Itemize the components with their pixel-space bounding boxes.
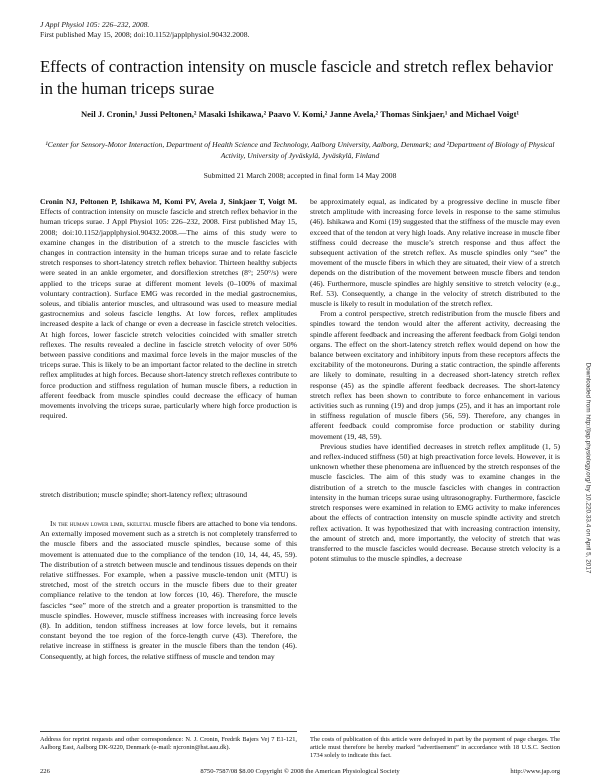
abstract xyxy=(40,197,297,421)
copyright-line: 8750-7587/08 $8.00 Copyright © 2008 the American Physiological Society xyxy=(200,768,400,775)
paragraph: From a control perspective, stretch redistribution from the muscle fibers and spindles toward the tendon would alter the afferent activity, decreasing the spindle afferent feedback and increasing the afferent feedback from Golgi tendon organs. The effect on the short-latency stretch reflex would depend on how the balance between excitatory and inhibitory inputs from these receptors affects the excitability of the motoneurons. During a static contraction, the spindle afferents are likely to dominate, resulting in a decreased short-latency stretch reflex response (45) as the spindle afferent feedback decreases. The short-latency stretch reflex has been shown to contribute to force enhancement in various activities such as running (19) and drop jumps (25), and it has an important role in stiffness regulation of muscle fibers (56, 59). Therefore, any changes in afferent feedback could compromise force production or stability during movement (19, 48, 59). xyxy=(310,309,560,441)
right-column xyxy=(310,197,560,564)
journal-url[interactable]: http://www.jap.org xyxy=(510,768,560,775)
affiliations: ¹Center for Sensory-Motor Interaction, Department of Health Science and Technology, Aalborg University, Aalborg, Denmark; and ²Department of Biology of Physical Activity, University of Jyväskylä, Jyväskylä, Finland xyxy=(45,140,555,160)
keywords: stretch distribution; muscle spindle; short-latency reflex; ultrasound xyxy=(40,490,248,499)
footnote-rule-left xyxy=(40,731,297,732)
journal-citation-line: J Appl Physiol 105: 226–232, 2008. xyxy=(40,20,150,29)
article-title: Effects of contraction intensity on muscle fascicle and stretch reflex behavior in the human triceps surae xyxy=(40,57,553,98)
published-line: First published May 15, 2008; doi:10.1152/japplphysiol.90432.2008. xyxy=(40,30,250,39)
intro-text: muscle fibers are attached to bone via tendons. An externally imposed movement such as a stretch is not completely transferred to the muscle fibers and the associated muscle spindles, because some of this movement is attenuated due to the compliance of the tendon (10, 14, 44, 45, 59). The distribution of a stretch between muscle and tendinous tissues depends on their relative stiffnesses. For example, when a passive muscle-tendon unit (MTU) is stretched, most of the stretch occurs in the muscle fibers due to their greater compliance relative to the tendon at low forces (10, 46). Therefore, the muscle fascicles “see” more of the stretch and a greater proportion is transmitted to the muscle spindles. However, muscle stiffness increases with increasing force levels (8). In addition, tendon stiffness increases at low force levels, but it remains constant beyond the toe region of the force-length curve (43). Therefore, the relative increase in stiffness is greater in the muscle fibers than the tendon (46). Consequently, at high forces, the relative stiffness of muscle and tendon may xyxy=(40,519,297,661)
introduction xyxy=(40,519,297,662)
correspondence-footnote: Address for reprint requests and other correspondence: N. J. Cronin, Fredrik Bajers Vej 7 E1-121, Aalborg East, Aalborg DK-9220, Denmark (e-mail: njcronin@hst.aau.dk). xyxy=(40,736,297,751)
download-notice: Downloaded from http://jap.physiology.org/ by 10.220.33.4 on April 5, 2017 xyxy=(584,362,592,574)
intro-lead: In the human lower limb, skeletal xyxy=(50,519,152,528)
paragraph: be approximately equal, as indicated by a progressive decline in muscle fiber stretch amplitude with increasing force levels in response to the same stimulus (46). Ishikawa and Komi (19) suggested that the stiffness of the muscle may even exceed that of the tendon at very high loads. Any relative increase in muscle fiber stiffness could decrease the muscle’s stretch response and thus affect the subsequent activation of the stretch reflex. As muscle spindles only “see” the movement of the muscle fibers in which they are situated, their view of a stretch depends on the distribution of the movement between muscle fibers and tendon (46). Furthermore, muscle spindles are highly sensitive to stretch velocity (e.g., Ref. 53). Consequently, a change in the velocity of stretch distributed to the muscle is likely to result in modulation of the stretch reflex. xyxy=(310,197,560,309)
journal-header xyxy=(40,20,249,40)
page-number: 226 xyxy=(40,768,50,775)
abstract-text: Effects of contraction intensity on muscle fascicle and stretch reflex behavior in the human triceps surae. J Appl Physiol 105: 226–232, 2008. First published May 15, 2008; doi:10.1152/japplphysiol.90432.2008.—The aims of this study were to examine changes in the distribution of a stretch to the muscle fascicles with changes in contraction intensity in the human triceps surae and to relate fascicle stretch responses to short-latency stretch reflex behavior. Thirteen healthy subjects were seated in an ankle ergometer, and dorsiflexion stretches (8°; 250°/s) were applied to the triceps surae at different moment levels (0–100% of maximal voluntary contraction). Surface EMG was recorded in the medial gastrocnemius, soleus, and tibialis anterior muscles, and ultrasound was used to measure medial gastrocnemius and soleus fascicle lengths. At low forces, reflex amplitudes increased despite a lack of change or even a decrease in fascicle stretch velocities. At high forces, lower fascicle stretch velocities coincided with smaller stretch reflexes. The results revealed a decline in fascicle stretch velocity of over 50% between passive conditions and maximal force levels in the major muscles of the triceps surae. This is likely to be an important factor related to the decline in stretch reflex amplitudes at high forces. Because short-latency stretch reflexes contribute to force production and stiffness regulation of human muscle fibers, a reduction in afferent feedback from muscle spindles could decrease the efficacy of human movements involving the triceps surae, particularly where high force production is required. xyxy=(40,207,297,421)
footnote-rule-right xyxy=(310,731,560,732)
submission-dates: Submitted 21 March 2008; accepted in final form 14 May 2008 xyxy=(203,171,397,180)
paragraph: Previous studies have identified decreases in stretch reflex amplitude (1, 5) and reflex-induced stiffness (50) at high preactivation force levels. However, it is unknown whether these phenomena are influenced by the stretch responses of the muscle fascicles. The aim of this study was to examine changes in the distribution of a stretch to the muscle fascicles with changes in contraction intensity in the human triceps surae using ultrasonography. Furthermore, fascicle stretch responses were examined in relation to EMG activity to make inferences about the effects of contraction intensity on muscle spindle activity and stretch reflex activation. It was hypothesized that with increasing contraction intensity, the amount of stretch and, more importantly, the velocity of stretch that was transferred to the muscle fascicles would decrease. Because stretch velocity is a potent stimulus to the muscle spindles, a decrease xyxy=(310,441,560,564)
page-charges-footnote: The costs of publication of this article were defrayed in part by the payment of page charges. The article must therefore be hereby marked “advertisement” in accordance with 18 U.S.C. Section 1734 solely to indicate this fact. xyxy=(310,736,560,759)
download-sidebar xyxy=(582,248,594,688)
abstract-citation: Cronin NJ, Peltonen P, Ishikawa M, Komi PV, Avela J, Sinkjaer T, Voigt M. xyxy=(40,197,297,206)
author-list: Neil J. Cronin,¹ Jussi Peltonen,² Masaki Ishikawa,² Paavo V. Komi,² Janne Avela,² Thomas Sinkjaer,¹ and Michael Voigt¹ xyxy=(80,109,520,119)
